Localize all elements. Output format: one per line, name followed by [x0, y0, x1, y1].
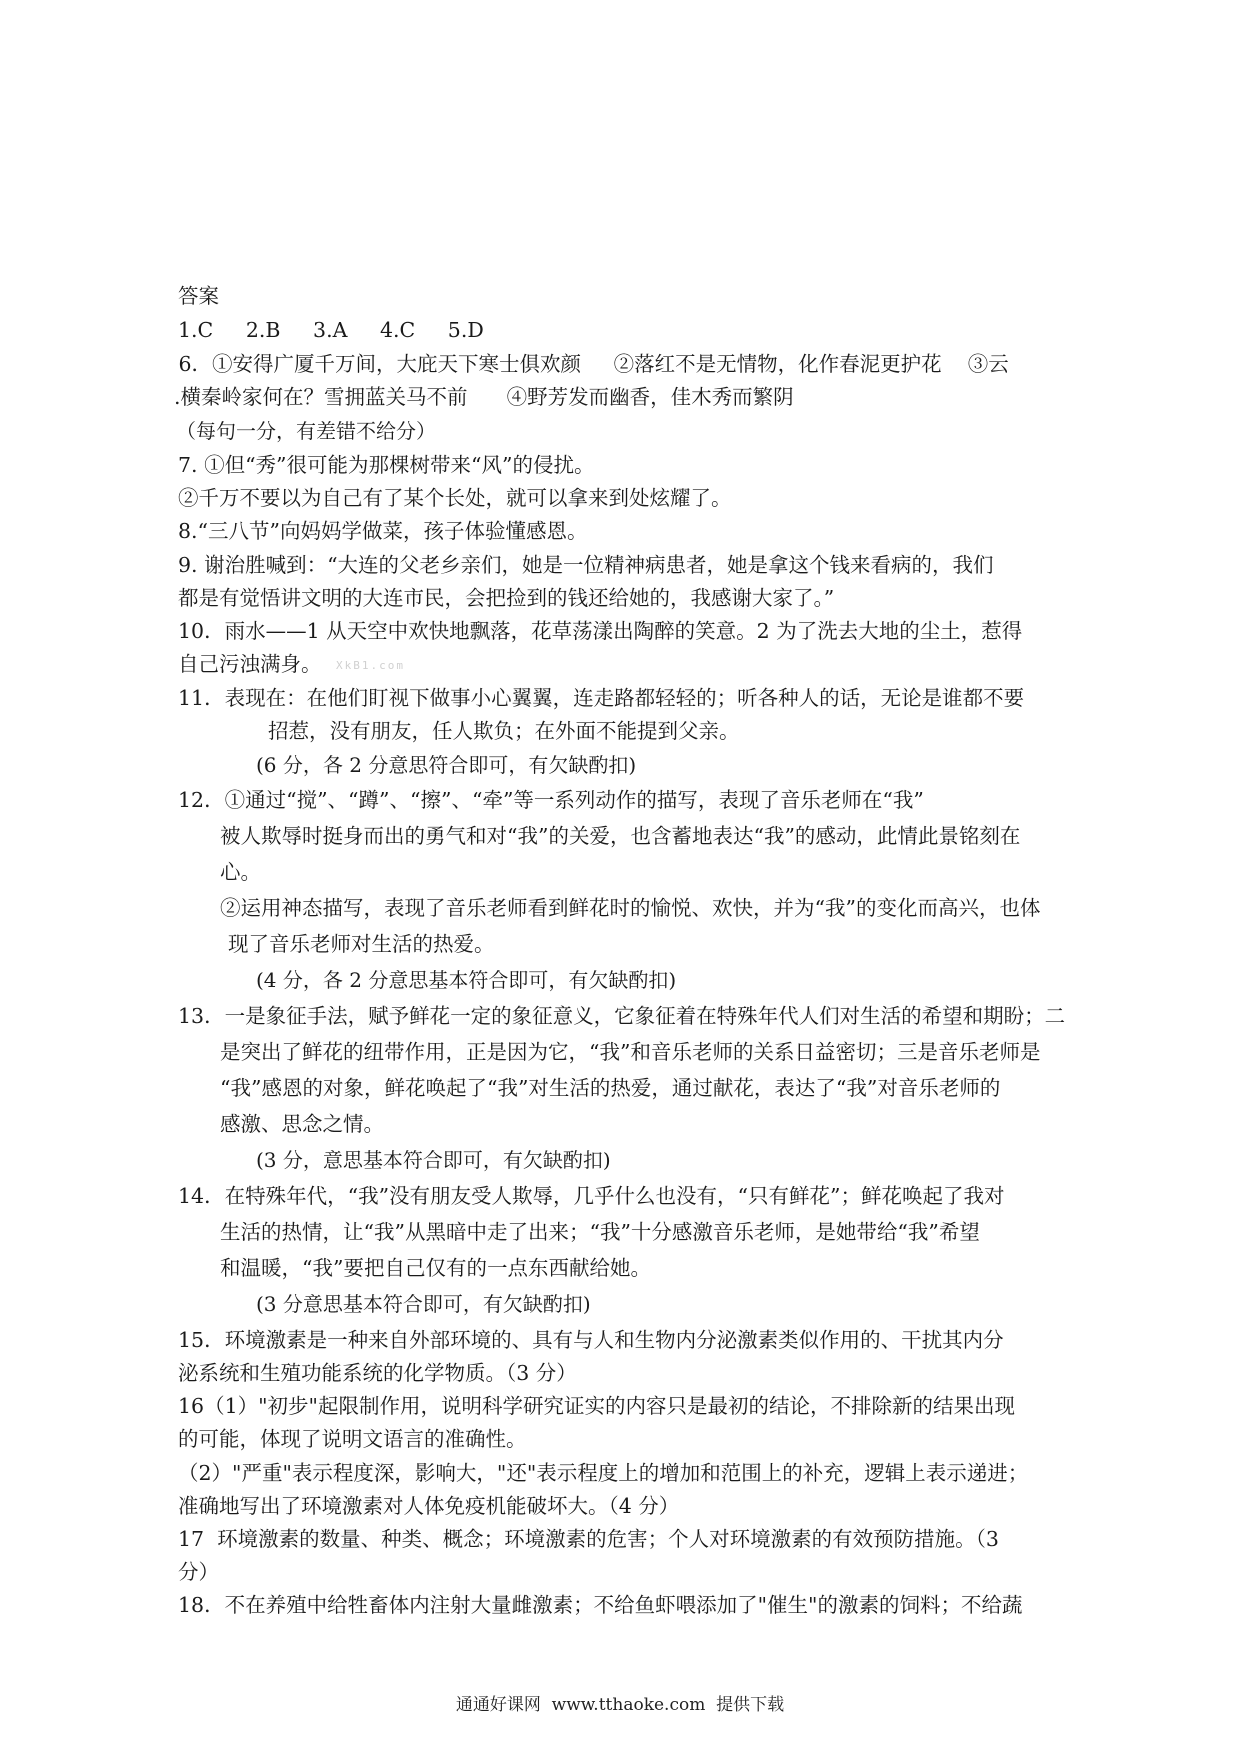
q13-line3: “我”感恩的对象，鲜花唤起了“我”对生活的热爱，通过献花，表达了“我”对音乐老师的: [220, 1076, 1001, 1100]
q7-line1: 7. ①但“秀”很可能为那棵树带来“风”的侵扰。: [178, 453, 595, 477]
q12-line4: ②运用神态描写，表现了音乐老师看到鲜花时的愉悦、欢快，并为“我”的变化而高兴，也体: [220, 896, 1041, 920]
mc-answers: 1.C 2.B 3.A 4.C 5.D: [178, 318, 484, 342]
q13-note: (3 分，意思基本符合即可，有欠缺酌扣): [256, 1148, 611, 1172]
q10-line1: 10．雨水——1 从天空中欢快地飘落，花草荡漾出陶醉的笑意。2 为了洗去大地的尘土，惹得: [178, 619, 1023, 643]
q7-line2: ②千万不要以为自己有了某个长处，就可以拿来到处炫耀了。: [178, 486, 732, 510]
q16-line3: （2）"严重"表示程度深，影响大，"还"表示程度上的增加和范围上的补充，逻辑上表示递进；: [178, 1461, 1029, 1485]
q12-line3: 心。: [220, 860, 261, 884]
q17-line2: 分）: [178, 1560, 219, 1584]
q12-line1: 12．①通过“搅”、“蹲”、“擦”、“牵”等一系列动作的描写，表现了音乐老师在“我”: [178, 788, 924, 812]
q14-line3: 和温暖，“我”要把自己仅有的一点东西献给她。: [220, 1256, 651, 1280]
q14-line1: 14．在特殊年代，“我”没有朋友受人欺辱，几乎什么也没有，“只有鲜花”；鲜花唤起了我对: [178, 1184, 1005, 1208]
q9-line1: 9. 谢治胜喊到：“大连的父老乡亲们，她是一位精神病患者，她是拿这个钱来看病的，我们: [178, 553, 994, 577]
q14-line2: 生活的热情，让“我”从黑暗中走了出来；“我”十分感激音乐老师，是她带给“我”希望: [220, 1220, 980, 1244]
faint-watermark: XkB1.com: [336, 659, 405, 672]
q12-note: (4 分，各 2 分意思基本符合即可，有欠缺酌扣): [256, 968, 677, 992]
q15-line1: 15．环境激素是一种来自外部环境的、具有与人和生物内分泌激素类似作用的、干扰其内分: [178, 1328, 1004, 1352]
q12-line5: 现了音乐老师对生活的热爱。: [228, 932, 495, 956]
q9-line2: 都是有觉悟讲文明的大连市民，会把捡到的钱还给她的，我感谢大家了。”: [178, 586, 835, 610]
q16-line2: 的可能，体现了说明文语言的准确性。: [178, 1427, 527, 1451]
q6-line2: .横秦岭家何在？雪拥蓝关马不前 ④野芳发而幽香，佳木秀而繁阴: [174, 385, 794, 409]
q6-line1: 6．①安得广厦千万间，大庇天下寒士俱欢颜 ②落红不是无情物，化作春泥更护花 ③云: [172, 352, 1009, 376]
q14-note: (3 分意思基本符合即可，有欠缺酌扣): [256, 1292, 591, 1316]
q16-line1: 16（1）"初步"起限制作用，说明科学研究证实的内容只是最初的结论，不排除新的结果出现: [178, 1394, 1015, 1418]
q6-note: （每句一分，有差错不给分）: [176, 419, 436, 443]
q13-line4: 感激、思念之情。: [220, 1112, 384, 1136]
q11-note: (6 分，各 2 分意思符合即可，有欠缺酌扣): [256, 753, 637, 777]
q15-line2: 泌系统和生殖功能系统的化学物质。（3 分）: [178, 1361, 577, 1385]
answer-title: 答案: [178, 284, 219, 308]
q12-line2: 被人欺辱时挺身而出的勇气和对“我”的关爱，也含蓄地表达“我”的感动，此情此景铭刻在: [220, 824, 1021, 848]
q11-line2: 招惹，没有朋友，任人欺负；在外面不能提到父亲。: [268, 719, 740, 743]
q13-line1: 13．一是象征手法，赋予鲜花一定的象征意义，它象征着在特殊年代人们对生活的希望和期盼；二: [178, 1004, 1066, 1028]
q17-line1: 17 环境激素的数量、种类、概念；环境激素的危害；个人对环境激素的有效预防措施。（3: [178, 1527, 999, 1551]
q8-line: 8.“三八节”向妈妈学做菜，孩子体验懂感恩。: [178, 519, 588, 543]
q13-line2: 是突出了鲜花的纽带作用，正是因为它，“我”和音乐老师的关系日益密切；三是音乐老师是: [220, 1040, 1041, 1064]
footer-download-note: 通通好课网 www.tthaoke.com 提供下载: [455, 1695, 785, 1715]
q18-line1: 18．不在养殖中给牲畜体内注射大量雌激素；不给鱼虾喂添加了"催生"的激素的饲料；不给蔬: [178, 1593, 1023, 1617]
q11-line1: 11．表现在：在他们盯视下做事小心翼翼，连走路都轻轻的；听各种人的话，无论是谁都不要: [178, 686, 1025, 710]
q10-line2: 自己污浊满身。: [178, 652, 322, 676]
q16-line4: 准确地写出了环境激素对人体免疫机能破坏大。（4 分）: [178, 1494, 680, 1518]
